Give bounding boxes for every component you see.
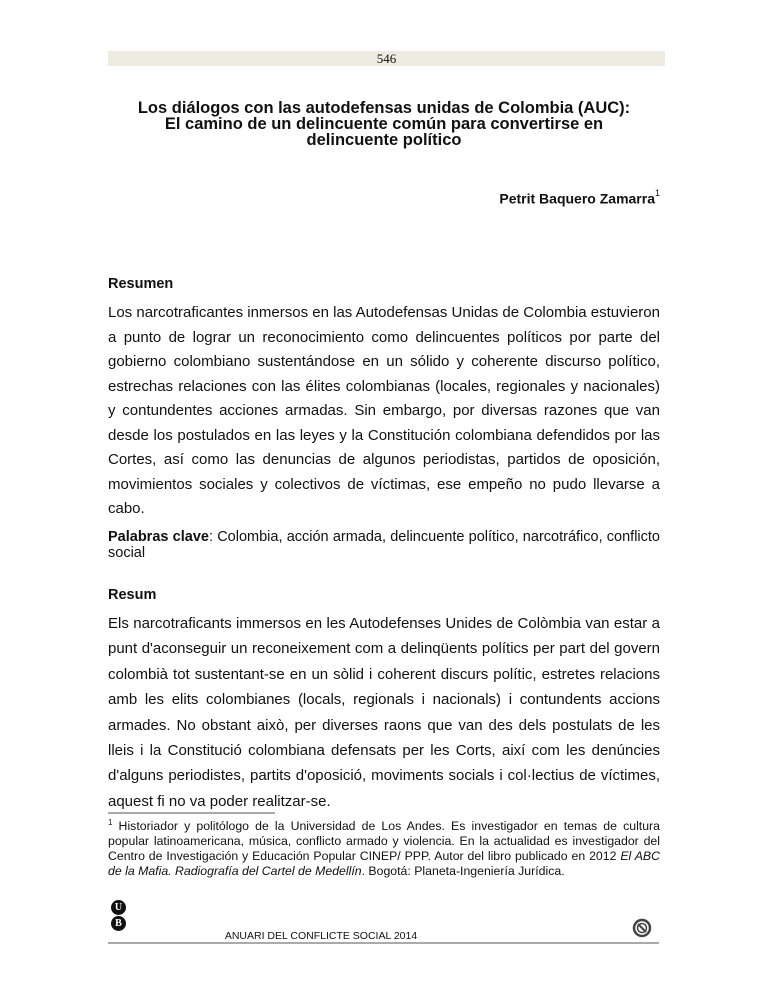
footnote-text-end: . Bogotá: Planeta-Ingeniería Jurídica. <box>361 864 565 879</box>
footnote-number: 1 <box>108 818 113 827</box>
resumen-paragraph: Los narcotraficantes inmersos en las Autodefensas Unidas de Colombia estuvieron a punto de lograr un reconocimiento como delincuentes políticos por parte del gobierno colombiano sustentándose en un sólido y coherente discurso político, estrechas relaciones con las élites colombianas (locales, regionales y nacionales) y contundentes acciones armadas. Sin embargo, por diversas razones que van desde los postulados en las leyes y la Constitución colombiana defendidos por las Cortes, así como las denuncias de algunos periodistas, partidos de oposición, movimientos sociales y colectivos de víctimas, ese empeño no pudo llevarse a cabo. <box>108 304 660 517</box>
keywords <box>108 529 660 561</box>
article-title <box>100 100 668 148</box>
footer-divider <box>108 942 659 944</box>
ub-logo-icon <box>111 900 127 932</box>
footnote-divider <box>108 812 275 814</box>
footnote-book-title: El ABC de la Mafia. Radiografía del Cartel de Medellín <box>108 849 661 879</box>
resum-paragraph: Els narcotraficants immersos en les Autodefenses Unides de Colòmbia van estar a punt d'aconseguir un reconeixement com a delinqüents polítics per part del govern colombià tot sustentant-se en un sòlid i coherent discurs polític, estretes relacions amb les elits colombianes (locals, regionals i nacionals) i contundents accions armades. No obstant això, per diverses raons que van des dels postulats de les lleis i la Constitució colombiana defensats per les Corts, així com les denúncies d'alguns periodistes, partits d'oposició, moviments socials i col·lectius de víctimes, aquest fi no va poder realitzar-se. <box>108 615 660 810</box>
title-line: delincuente político <box>306 131 462 149</box>
open-access-icon <box>632 918 652 938</box>
footnote-text: Historiador y politólogo de la Universidad de Los Andes. Es investigador en temas de cultura popular latinoamericana, música, conflicto armado y violencia. En la actualidad es investigador del Centro de Investigación y Educación Popular CINEP/ PPP. Autor del libro publicado en 2012 <box>108 819 660 864</box>
page-number: 546 <box>376 51 397 66</box>
resumen-heading: Resumen <box>108 276 174 292</box>
footnote <box>108 815 660 879</box>
keywords-label: Palabras clave <box>108 529 209 545</box>
resum-text <box>108 611 660 814</box>
resumen-text <box>108 301 660 522</box>
author <box>499 190 660 207</box>
title-line: Los diálogos con las autodefensas unidas de Colombia (AUC): <box>137 99 631 117</box>
logo-letter: U <box>111 900 126 915</box>
journal-name: ANUARI DEL CONFLICTE SOCIAL 2014 <box>224 930 418 942</box>
title-line: El camino de un delincuente común para convertirse en <box>164 115 604 133</box>
resum-heading: Resum <box>108 587 157 603</box>
page-header <box>108 51 665 66</box>
author-name: Petrit Baquero Zamarra <box>499 190 655 207</box>
keywords-text: : Colombia, acción armada, delincuente político, narcotráfico, conflicto social <box>108 529 661 561</box>
footnote-ref: 1 <box>654 188 660 198</box>
logo-letter: B <box>111 916 126 931</box>
